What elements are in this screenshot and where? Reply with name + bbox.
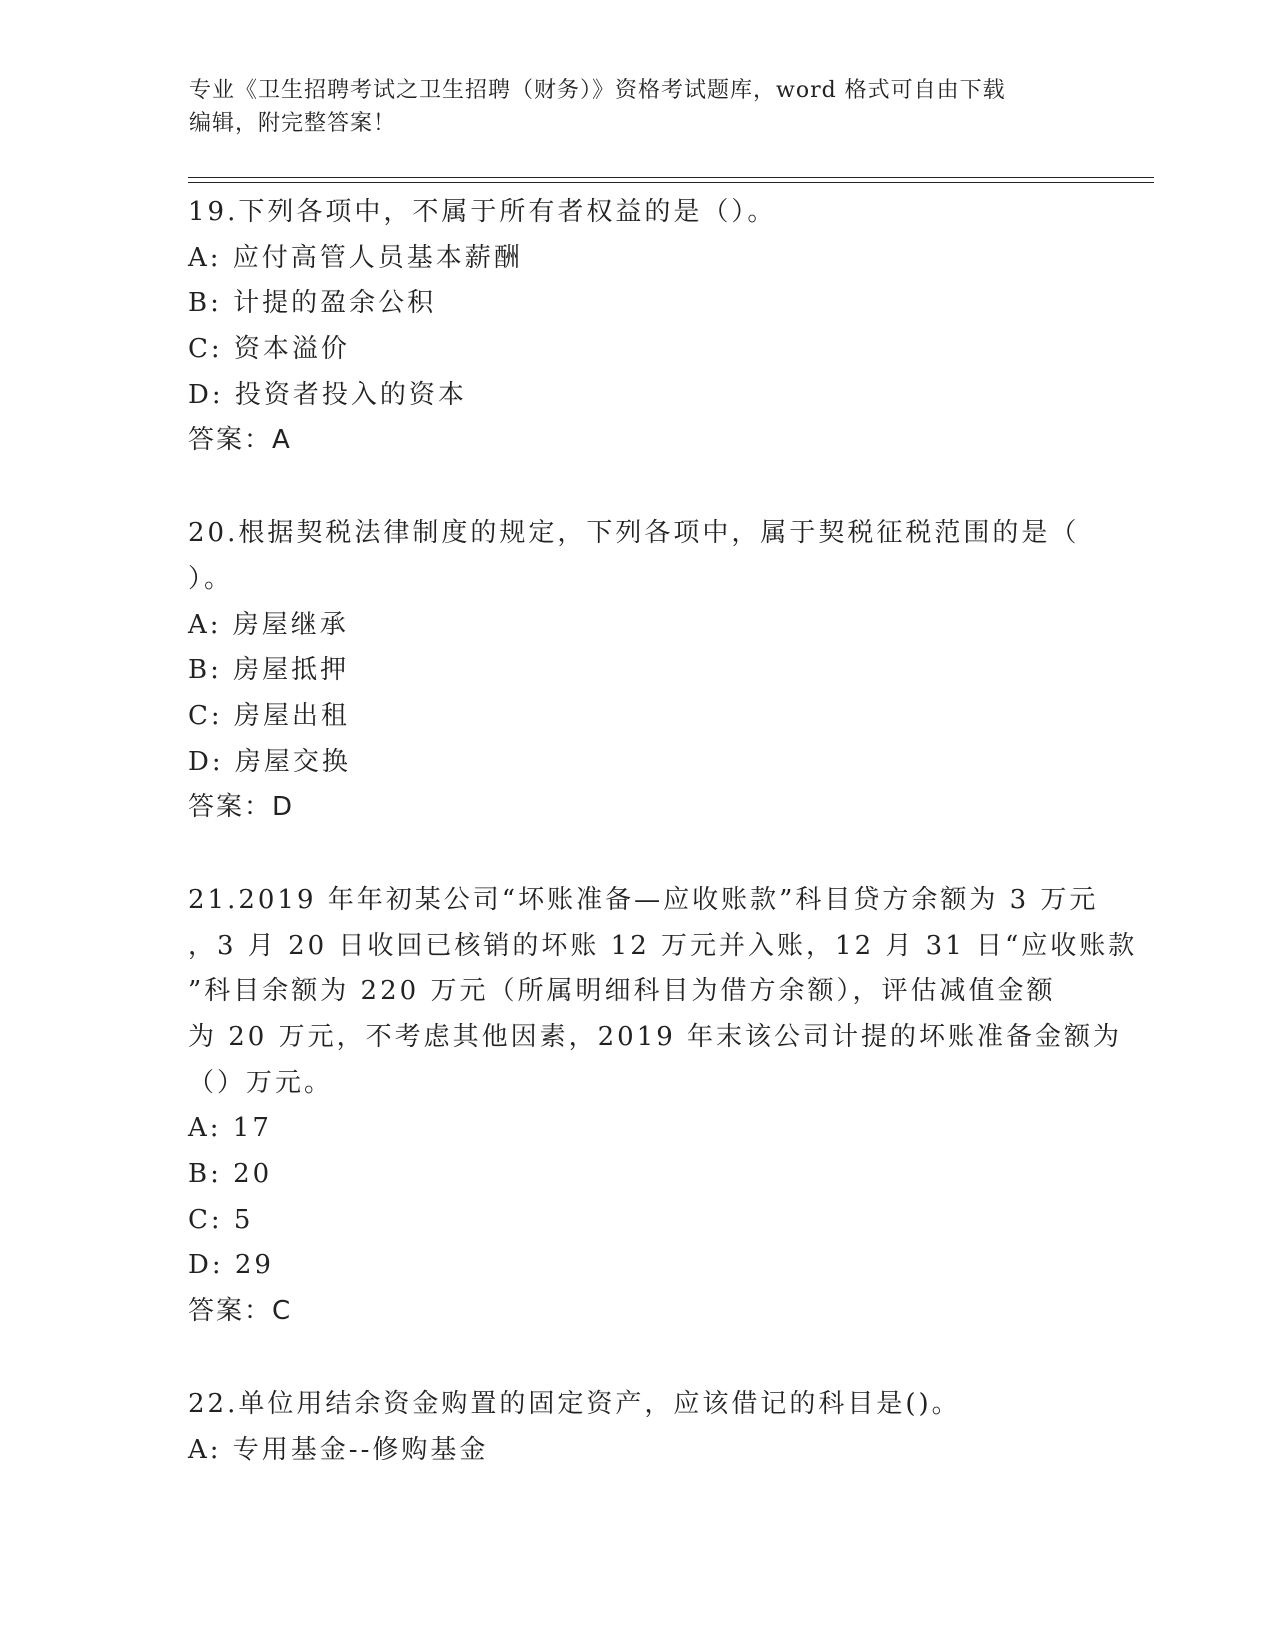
question-21-option-c: C: 5	[188, 1204, 254, 1235]
question-21-text-line-4: 为 20 万元，不考虑其他因素，2019 年末该公司计提的坏账准备金额为	[188, 1022, 1123, 1052]
question-19-text: 19.下列各项中，不属于所有者权益的是（）。	[188, 197, 777, 227]
header-divider-bottom	[188, 182, 1154, 183]
question-21-answer: 答案：C	[188, 1296, 293, 1327]
question-20-option-c: C: 房屋出租	[188, 700, 350, 731]
question-21-option-d: D: 29	[188, 1250, 274, 1281]
question-20-text-line-2: ）。	[188, 563, 234, 594]
question-list	[188, 190, 1138, 1520]
document-header	[189, 74, 1089, 140]
question-21-option-a: A: 17	[188, 1113, 272, 1144]
question-19-option-d: D: 投资者投入的资本	[188, 379, 467, 410]
question-21-text-line-1: 21.2019 年年初某公司“坏账准备—应收账款”科目贷方余额为 3 万元	[188, 884, 1099, 915]
question-20-option-a: A: 房屋继承	[188, 609, 349, 640]
question-19-option-b: B: 计提的盈余公积	[188, 288, 437, 319]
question-19-answer: 答案：A	[188, 425, 292, 456]
question-19-option-c: C: 资本溢价	[188, 334, 350, 365]
header-line-2: 编辑，附完整答案！	[189, 111, 397, 136]
question-20	[188, 511, 1088, 831]
header-divider-top	[188, 177, 1154, 178]
question-19	[188, 190, 1088, 464]
question-21	[188, 878, 1138, 1335]
question-22-text: 22.单位用结余资金购置的固定资产，应该借记的科目是()。	[188, 1388, 961, 1419]
question-20-option-d: D: 房屋交换	[188, 746, 351, 777]
header-line-1: 专业《卫生招聘考试之卫生招聘（财务）》资格考试题库，word 格式可自由下载	[189, 78, 1006, 103]
question-22-option-a: A: 专用基金--修购基金	[188, 1434, 489, 1465]
question-21-text-line-2: ，3 月 20 日收回已核销的坏账 12 万元并入账，12 月 31 日“应收账款	[188, 930, 1138, 961]
question-20-answer: 答案：D	[188, 792, 295, 823]
question-21-text-line-5: （）万元。	[188, 1067, 334, 1098]
question-20-text-line-1: 20.根据契税法律制度的规定，下列各项中，属于契税征税范围的是（	[188, 518, 1080, 549]
question-19-option-a: A: 应付高管人员基本薪酬	[188, 242, 523, 273]
question-21-text-line-3: ”科目余额为 220 万元（所属明细科目为借方余额），评估减值金额	[188, 976, 1056, 1007]
question-20-option-b: B: 房屋抵押	[188, 655, 350, 686]
question-22	[188, 1382, 1088, 1473]
question-21-option-b: B: 20	[188, 1159, 273, 1190]
